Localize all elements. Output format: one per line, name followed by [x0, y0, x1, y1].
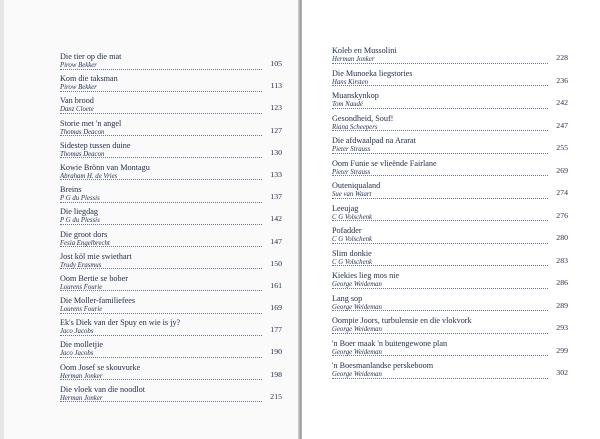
toc-entry: [332, 271, 568, 294]
entry-author: Jaco Jacobs: [60, 328, 94, 336]
toc-entry: [60, 274, 282, 296]
entry-author: Fesia Engelbrecht: [60, 239, 110, 247]
toc-entry: [332, 204, 568, 227]
table-of-contents-left: [60, 52, 282, 407]
entry-page-number: 142: [270, 214, 282, 224]
entry-author: C G Volschenk: [332, 236, 373, 243]
entry-page-number: 242: [556, 98, 568, 107]
entry-title: Muanskynkop: [332, 91, 379, 100]
entry-page-number: 161: [270, 280, 282, 290]
toc-entry: [60, 207, 282, 229]
entry-page-number: 289: [556, 300, 568, 310]
entry-author: Herman Jonker: [60, 372, 103, 380]
entry-page-number: 283: [556, 255, 568, 265]
entry-title: Lang sop: [332, 293, 363, 303]
table-of-contents-right: [332, 46, 568, 384]
toc-entry: [332, 181, 568, 204]
toc-entry: [60, 296, 282, 318]
entry-author: Jaco Jacobs: [60, 350, 94, 358]
entry-author: Hans Kirsten: [332, 78, 369, 86]
toc-entry: [60, 185, 282, 207]
entry-title: Kiekies lieg mos nie: [332, 271, 400, 280]
entry-page-number: 302: [556, 368, 568, 377]
toc-entry: [60, 163, 282, 185]
entry-author: Pirow Bekker: [60, 84, 97, 92]
right-page: [302, 0, 596, 439]
entry-title: Oom Josef se skouvurke: [60, 362, 141, 372]
entry-author: Lourens Fourie: [60, 283, 103, 291]
entry-title: Koleb en Mussolini: [332, 46, 397, 55]
entry-page-number: 127: [270, 125, 282, 135]
entry-author: Pieter Strauss: [332, 146, 371, 153]
entry-page-number: 215: [270, 391, 282, 401]
toc-entry: [332, 249, 568, 272]
entry-author: George Weideman: [332, 303, 382, 311]
toc-entry: [332, 69, 568, 92]
toc-entry: [60, 340, 282, 362]
entry-title: Slim donkie: [332, 248, 372, 258]
entry-title: Van brood: [60, 96, 94, 106]
toc-entry: [332, 136, 568, 159]
entry-page-number: 274: [556, 188, 568, 197]
entry-author: Thomas Deacon: [60, 128, 105, 136]
toc-entry: [60, 318, 282, 340]
entry-author: Herman Jonker: [60, 394, 103, 402]
entry-title: Die liegdag: [60, 207, 98, 217]
entry-page-number: 286: [556, 278, 568, 287]
entry-author: C G Volschenk: [332, 258, 373, 266]
entry-page-number: 269: [556, 165, 568, 175]
entry-author: Pieter Strauss: [332, 168, 371, 176]
entry-title: Storie met 'n angel: [60, 118, 122, 128]
entry-page-number: 177: [270, 325, 282, 335]
toc-entry: [332, 294, 568, 317]
entry-title: Leeujag: [332, 203, 359, 213]
toc-entry: [60, 385, 282, 407]
entry-title: Die groot dors: [60, 229, 108, 239]
entry-author: George Weideman: [332, 348, 382, 356]
entry-author: Riana Scheepers: [332, 123, 378, 131]
entry-title: Die tier op die mat: [60, 52, 122, 61]
toc-entry: [332, 339, 568, 362]
toc-entry: [332, 114, 568, 137]
entry-page-number: 236: [556, 75, 568, 85]
entry-title: Outeniqualand: [332, 181, 381, 190]
entry-page-number: 123: [270, 103, 282, 113]
entry-page-number: 150: [270, 258, 282, 268]
toc-entry: [332, 91, 568, 114]
entry-page-number: 147: [270, 236, 282, 246]
entry-author: George Weideman: [332, 326, 382, 333]
toc-entry: [60, 363, 282, 385]
toc-entry: [60, 252, 282, 274]
entry-title: 'n Boesmanlandse perskeboom: [332, 361, 434, 370]
entry-title: Oompie Joors, turbulensie en die vlokvork: [332, 316, 472, 325]
entry-author: Tom Naudé: [332, 101, 363, 108]
entry-author: Lourens Fourie: [60, 306, 103, 314]
entry-title: Die vloek van die noodlot: [60, 384, 146, 394]
toc-entry: [60, 119, 282, 141]
entry-page-number: 190: [270, 347, 282, 357]
toc-entry: [332, 361, 568, 384]
entry-title: Ek's Diek van der Spuy en wie is jy?: [60, 318, 181, 328]
entry-title: Breins: [60, 185, 82, 195]
entry-title: Die molletjie: [60, 340, 103, 350]
entry-title: Oom Funie se vlieënde Fairlane: [332, 158, 437, 168]
entry-author: Herman Jonker: [332, 56, 375, 63]
entry-author: Thomas Deacon: [60, 150, 105, 158]
entry-author: Trudy Erasmus: [60, 261, 102, 269]
entry-title: Sidestep tussen duine: [60, 140, 131, 150]
entry-title: Jost köl mie swiethart: [60, 251, 132, 261]
left-page: [4, 0, 300, 439]
entry-title: Die Moller-familiefees: [60, 296, 136, 306]
entry-author: George Weideman: [332, 281, 382, 288]
toc-entry: [60, 74, 282, 96]
dot-leader: [332, 108, 548, 109]
entry-author: Danz Cloete: [60, 106, 94, 114]
toc-entry: [60, 52, 282, 74]
entry-title: Die afdwaalpad na Ararat: [332, 136, 416, 145]
entry-title: Gesondheid, Souf!: [332, 113, 394, 123]
entry-page-number: 105: [270, 59, 282, 68]
entry-page-number: 280: [556, 233, 568, 242]
toc-entry: [60, 96, 282, 118]
entry-page-number: 247: [556, 120, 568, 130]
entry-page-number: 198: [270, 369, 282, 379]
entry-title: 'n Boer maak 'n buitengewone plan: [332, 338, 448, 348]
toc-entry: [332, 316, 568, 339]
entry-page-number: 133: [270, 169, 282, 179]
entry-author: George Weideman: [332, 371, 382, 378]
entry-page-number: 130: [270, 147, 282, 157]
entry-page-number: 169: [270, 303, 282, 313]
entry-page-number: 276: [556, 210, 568, 220]
entry-page-number: 113: [270, 81, 282, 91]
entry-page-number: 293: [556, 323, 568, 332]
toc-entry: [332, 226, 568, 249]
entry-page-number: 299: [556, 345, 568, 355]
entry-author: C G Volschenk: [332, 213, 373, 221]
entry-page-number: 255: [556, 143, 568, 152]
entry-page-number: 137: [270, 192, 282, 202]
toc-entry: [60, 141, 282, 163]
entry-author: Sue van Waart: [332, 191, 372, 198]
entry-title: Kowie Brönn van Montagu: [60, 162, 150, 172]
entry-title: Pofadder: [332, 226, 362, 235]
entry-author: P G du Plessis: [60, 195, 100, 203]
entry-title: Kom die taksman: [60, 74, 118, 84]
entry-title: Die Munoeka liegstories: [332, 68, 413, 78]
toc-entry: [60, 230, 282, 252]
entry-author: Abraham H. de Vries: [60, 172, 118, 180]
toc-entry: [332, 159, 568, 182]
entry-author: Pirow Bekker: [60, 62, 97, 69]
entry-page-number: 228: [556, 53, 568, 62]
toc-entry: [332, 46, 568, 69]
entry-title: Oom Bertie se bober: [60, 273, 128, 283]
entry-author: P G du Plessis: [60, 217, 100, 225]
